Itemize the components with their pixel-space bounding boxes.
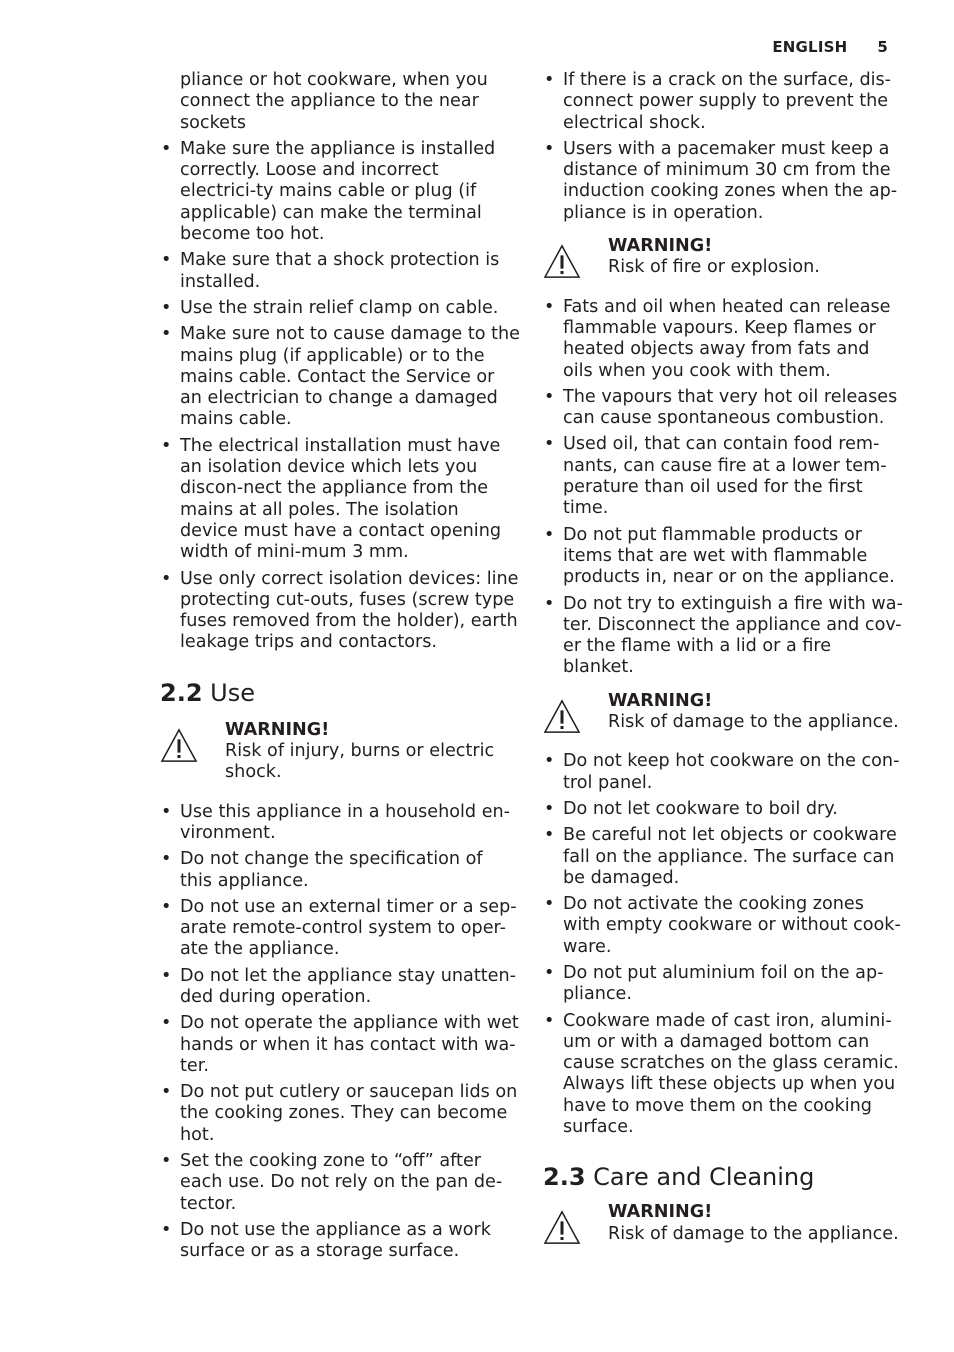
warning-damage: [543, 691, 903, 734]
list-item: • Do not let cookware to boil dry.: [543, 799, 903, 820]
warning-label: WARNING!: [608, 690, 713, 711]
warning-label: WARNING!: [225, 719, 330, 740]
list-item: • The vapours that very hot oil releases can cause spontaneous combustion.: [543, 387, 903, 430]
page-number: 5: [877, 38, 888, 56]
list-item: • Use this appliance in a household en-vironment.: [160, 802, 520, 845]
warning-care: [543, 1202, 903, 1245]
left-top-list: [160, 70, 520, 654]
list-item: • Do not let the appliance stay unatten-ded during operation.: [160, 966, 520, 1009]
warning-text: Risk of injury, burns or electric shock.: [225, 741, 495, 783]
list-item: • Users with a pacemaker must keep a distance of minimum 30 cm from the induction cooking zones when the ap-pliance is in operation.: [543, 139, 903, 224]
use-list: [160, 802, 520, 1263]
list-item: • Do not use the appliance as a work surface or as a storage surface.: [160, 1220, 520, 1263]
warning-text: Risk of damage to the appliance.: [608, 712, 899, 733]
list-item: • Make sure not to cause damage to the mains plug (if applicable) or to the mains cable. Contact the Service or an electrician to change a damaged mains cable.: [160, 324, 520, 430]
list-item: • Do not operate the appliance with wet hands or when it has contact with wa-ter.: [160, 1013, 520, 1077]
warning-triangle-icon: [543, 244, 581, 280]
page-header: [772, 38, 888, 56]
warning-triangle-icon: [543, 1210, 581, 1246]
list-item: • Do not try to extinguish a fire with wa-ter. Disconnect the appliance and cov-er the flame with a lid or a fire blanket.: [543, 594, 903, 679]
fire-list: [543, 297, 903, 679]
list-item: • Make sure that a shock protection is installed.: [160, 250, 520, 293]
list-item: • Do not put aluminium foil on the ap-pliance.: [543, 963, 903, 1006]
warning-fire: [543, 236, 903, 279]
list-item: • Use the strain relief clamp on cable.: [160, 298, 520, 319]
list-item: • Make sure the appliance is installed correctly. Loose and incorrect electrici-ty mains cable or plug (if applicable) can make the terminal become too hot.: [160, 139, 520, 245]
list-item: • Do not activate the cooking zones with empty cookware or without cook-ware.: [543, 894, 903, 958]
warning-label: WARNING!: [608, 236, 713, 257]
warning-text: Risk of damage to the appliance.: [608, 1223, 899, 1244]
section-heading-use: 2.2 Use: [160, 678, 255, 707]
list-item: • Cookware made of cast iron, alumini-um or with a damaged bottom can cause scratches on the glass ceramic. Always lift these objects up when you have to move them on the cooking surface.: [543, 1011, 903, 1139]
list-item: • Do not change the specification of this appliance.: [160, 849, 520, 892]
warning-triangle-icon: [160, 728, 198, 764]
right-top-list: [543, 70, 903, 224]
list-item: • Be careful not let objects or cookware fall on the appliance. The surface can be damaged.: [543, 825, 903, 889]
warning-label: WARNING!: [608, 1202, 713, 1223]
list-item: • If there is a crack on the surface, dis-connect power supply to prevent the electrical shock.: [543, 70, 903, 134]
list-item: • Used oil, that can contain food rem-nants, can cause fire at a lower tem-perature than oil used for the first time.: [543, 434, 903, 519]
language-label: ENGLISH: [772, 38, 848, 56]
list-item: pliance or hot cookware, when you connect the appliance to the near sockets: [180, 70, 488, 133]
list-item: • Fats and oil when heated can release flammable vapours. Keep flames or heated objects away from fats and oils when you cook with them.: [543, 297, 903, 382]
list-item: • Do not keep hot cookware on the con-trol panel.: [543, 751, 903, 794]
section-heading-care: 2.3 Care and Cleaning: [543, 1163, 815, 1192]
warning-triangle-icon: [543, 699, 581, 735]
list-item: • The electrical installation must have an isolation device which lets you discon-nect the appliance from the mains at all poles. The isolation device must have a contact opening width of mini-mum 3 mm.: [160, 436, 520, 564]
warning-use: [160, 720, 520, 784]
list-item: • Use only correct isolation devices: line protecting cut-outs, fuses (screw type fuses removed from the holder), earth leakage trips and contactors.: [160, 569, 520, 654]
list-item: • Do not put flammable products or items that are wet with flammable products in, near or on the appliance.: [543, 525, 903, 589]
right-column: [543, 70, 903, 1245]
list-item: • Do not put cutlery or saucepan lids on the cooking zones. They can become hot.: [160, 1082, 520, 1146]
left-column: [160, 70, 520, 1268]
list-item: • Set the cooking zone to “off” after each use. Do not rely on the pan de-tector.: [160, 1151, 520, 1215]
list-item: • Do not use an external timer or a sep-arate remote-control system to oper-ate the appliance.: [160, 897, 520, 961]
warning-text: Risk of fire or explosion.: [608, 257, 820, 278]
damage-list: [543, 751, 903, 1138]
